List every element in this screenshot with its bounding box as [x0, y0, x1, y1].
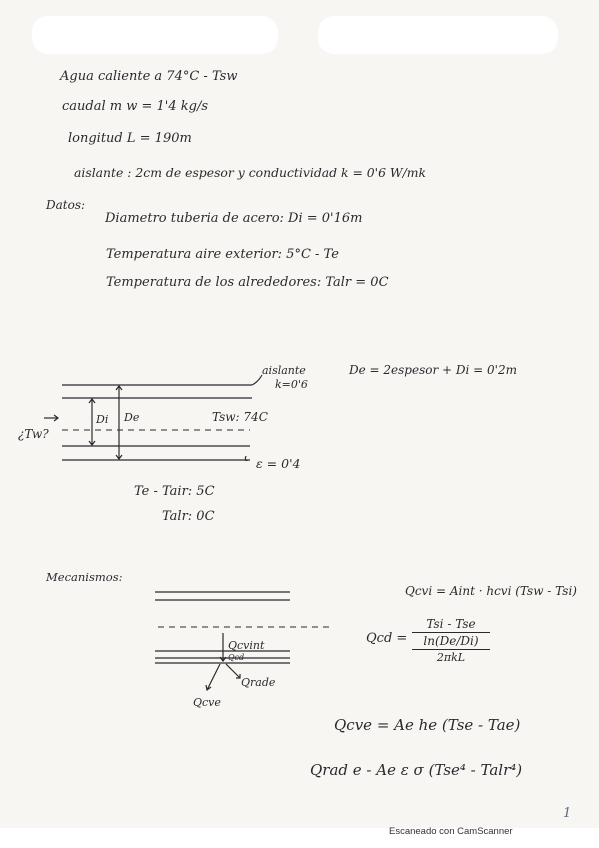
emissivity-label: ε = 0'4 — [256, 456, 301, 471]
di-label: Di — [96, 413, 109, 426]
tw-question-label: ¿Tw? — [18, 427, 49, 441]
surroundings-temp-label: Talr: 0C — [162, 509, 215, 524]
conduction-denominator-2pikl: 2πkL — [436, 651, 466, 664]
flow-rate-line: caudal m w = 1'4 kg/s — [62, 99, 209, 114]
conduction-equation-lhs: Qcd = — [366, 631, 408, 646]
qcd-label: Qcd — [228, 653, 245, 662]
insulation-line: aislante : 2cm de espesor y conductividad k = 0'6 W/mk — [74, 165, 427, 180]
inner-diameter-line: Diametro tuberia de acero: Di = 0'16m — [105, 211, 363, 226]
fraction-bar-2 — [412, 649, 490, 650]
internal-convection-equation: Qcvi = Aint · hcvi (Tsw - Tsi) — [405, 584, 577, 598]
mecanismos-label: Mecanismos: — [46, 570, 123, 584]
scanner-watermark: Escaneado con CamScanner — [389, 826, 513, 837]
conduction-numerator: Tsi - Tse — [426, 617, 476, 631]
external-convection-equation: Qcve = Ae he (Tse - Tae) — [334, 716, 521, 734]
conduction-denominator-ln: ln(De/Di) — [423, 634, 479, 648]
surroundings-temp-line: Temperatura de los alrededores: Talr = 0C — [106, 275, 389, 290]
radiation-equation: Qrad e - Ae ε σ (Tse⁴ - Talr⁴) — [310, 761, 523, 779]
page-number: 1 — [563, 806, 572, 821]
qcve-label: Qcve — [193, 696, 221, 709]
hot-water-line: Agua caliente a 74°C - Tsw — [60, 69, 238, 84]
fraction-bar — [412, 632, 490, 633]
datos-label: Datos: — [46, 198, 86, 212]
aislante-label: aislante — [262, 364, 306, 377]
qrade-label: Qrade — [241, 676, 276, 689]
outside-air-temp-line: Temperatura aire exterior: 5°C - Te — [106, 247, 339, 262]
k-label: k=0'6 — [275, 378, 308, 391]
tsw-label: Tsw: 74C — [212, 410, 268, 424]
conduction-fraction — [412, 618, 490, 663]
de-label: De — [124, 411, 140, 424]
length-line: longitud L = 190m — [68, 131, 192, 146]
air-temp-label: Te - Tair: 5C — [134, 484, 215, 499]
qcvint-label: Qcvint — [228, 639, 265, 652]
outer-diameter-formula: De = 2espesor + Di = 0'2m — [349, 363, 517, 377]
